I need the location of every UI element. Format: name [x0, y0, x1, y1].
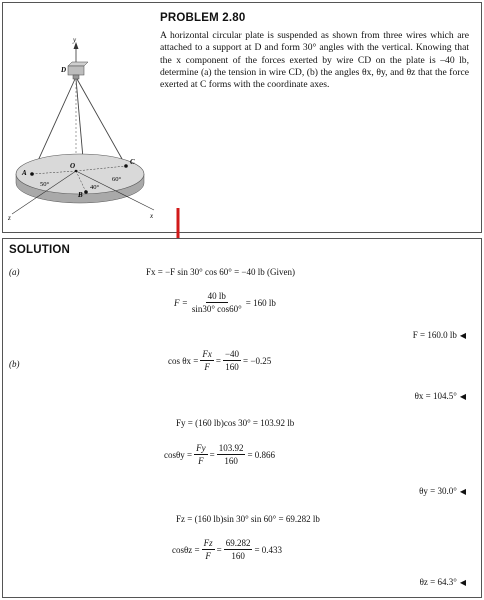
label-angle-60: 60° — [112, 176, 122, 183]
eq-f-den: sin30° cos60° — [191, 304, 242, 314]
eq-f-value — [174, 291, 276, 314]
eq-fx-text: Fx = −F sin 30° cos 60° = −40 lb (Given) — [146, 267, 296, 277]
eq5-v-den: 160 — [224, 456, 238, 466]
eq7-frac-numeric — [224, 538, 253, 561]
eq7-f-num: Fz — [203, 538, 213, 548]
eq5-frac-numeric — [217, 443, 246, 466]
label-angle-50: 50° — [40, 181, 50, 188]
eq3-lhs: cos θx = — [168, 355, 199, 366]
eq7-eq: = — [216, 544, 222, 555]
eq5-frac-symbolic — [194, 443, 208, 466]
answer-marker-icon: ◀ — [459, 487, 466, 496]
eq-fx-given — [146, 267, 295, 277]
label-z: z — [8, 214, 11, 222]
part-b-label: (b) — [9, 359, 20, 369]
eq5-v-num: 103.92 — [218, 443, 244, 453]
part-a-label: (a) — [9, 267, 20, 277]
answer-marker-icon: ◀ — [459, 392, 466, 401]
eq7-v-num: 69.282 — [225, 538, 251, 548]
answer-tension-text: F = 160.0 lb — [412, 330, 457, 340]
eq3-rhs: = −0.25 — [243, 355, 272, 366]
eq3-f-den: F — [204, 362, 210, 372]
eq5-eq: = — [209, 449, 215, 460]
eq3-frac-numeric — [223, 349, 241, 372]
problem-statement: A horizontal circular plate is suspended as shown from three wires which are attached to a support at D and form 30° angles with the vertical. Knowing that the x component of the forces exerted by wire CD on the plate is –40 lb, determine (a) the tension in wire CD, (b) the angles θx, θy, and θz that the force exerted at C forms with the coordinate axes. — [160, 30, 469, 91]
answer-theta-x-text: θx = 104.5° — [414, 391, 457, 401]
eq7-frac-symbolic — [202, 538, 215, 561]
eq-f-lhs: F = — [174, 297, 188, 308]
label-O: O — [70, 162, 76, 170]
eq3-v-den: 160 — [225, 362, 239, 372]
eq5-f-den: F — [198, 456, 204, 466]
label-C: C — [130, 158, 135, 166]
answer-theta-y-text: θy = 30.0° — [419, 486, 457, 496]
problem-title: PROBLEM 2.80 — [160, 12, 246, 24]
eq7-v-den: 160 — [231, 551, 245, 561]
label-angle-40: 40° — [90, 184, 100, 191]
eq7-lhs: cosθz = — [172, 544, 200, 555]
eq-fz — [176, 514, 320, 524]
eq-cos-theta-y — [164, 443, 275, 466]
label-B: B — [78, 191, 83, 199]
answer-marker-icon: ◀ — [459, 331, 466, 340]
eq6-text: Fz = (160 lb)sin 30° sin 60° = 69.282 lb — [176, 514, 320, 524]
eq7-rhs: = 0.433 — [254, 544, 283, 555]
eq-f-fraction — [190, 291, 244, 314]
eq5-f-num: Fy — [196, 443, 206, 453]
eq3-frac-symbolic — [200, 349, 214, 372]
answer-tension — [413, 330, 466, 340]
eq-fy — [176, 418, 294, 428]
eq5-rhs: = 0.866 — [247, 449, 276, 460]
solution-title: SOLUTION — [9, 244, 71, 256]
answer-theta-z — [420, 577, 466, 587]
label-y: y — [73, 36, 77, 44]
plate-figure — [4, 34, 164, 230]
eq-cos-theta-z — [172, 538, 282, 561]
answer-theta-z-text: θz = 64.3° — [419, 577, 457, 587]
eq-f-rhs: = 160 lb — [245, 297, 276, 308]
eq3-eq: = — [215, 355, 221, 366]
label-A: A — [22, 169, 27, 177]
eq7-f-den: F — [205, 551, 211, 561]
eq3-v-num: −40 — [224, 349, 240, 359]
answer-theta-x — [415, 391, 466, 401]
answer-marker-icon: ◀ — [459, 578, 466, 587]
eq3-f-num: Fx — [202, 349, 212, 359]
eq-cos-theta-x — [168, 349, 271, 372]
answer-theta-y — [419, 486, 466, 496]
eq5-lhs: cosθy = — [164, 449, 193, 460]
label-x: x — [150, 212, 154, 220]
eq4-text: Fy = (160 lb)cos 30° = 103.92 lb — [176, 418, 295, 428]
eq-f-num: 40 lb — [207, 291, 226, 301]
label-D: D — [61, 66, 67, 74]
